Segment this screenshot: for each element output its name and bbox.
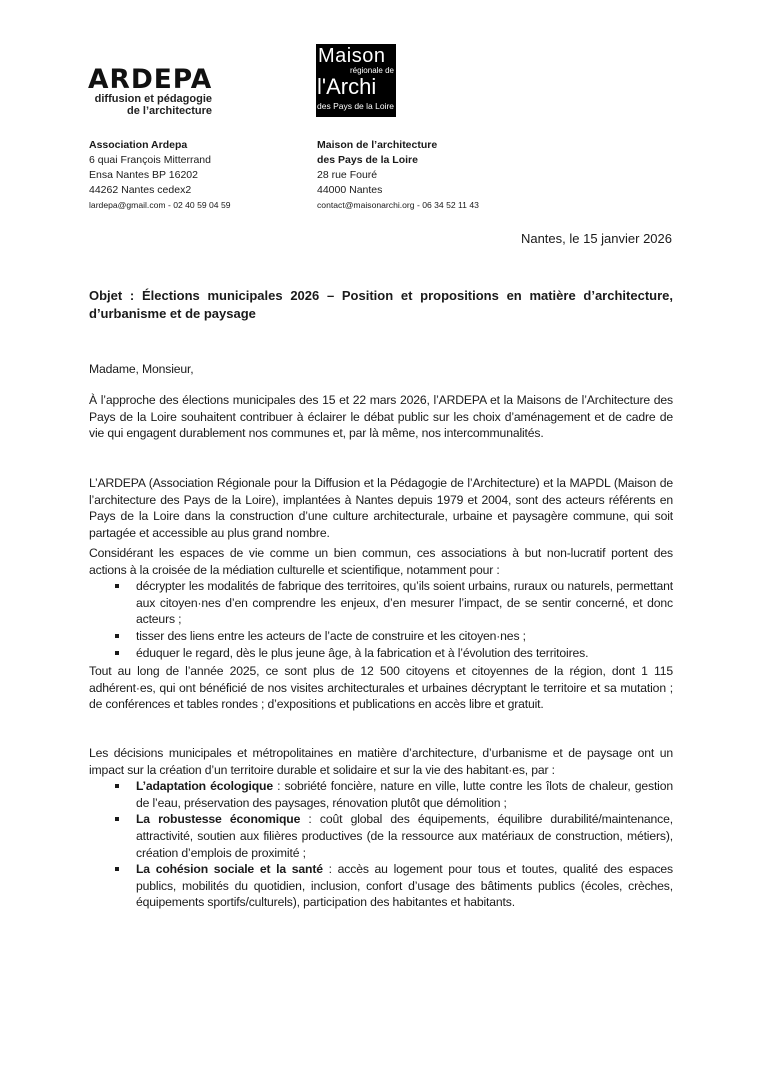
list-item <box>89 811 673 861</box>
list-item <box>89 861 673 911</box>
sender-address-line: Ensa Nantes BP 16202 <box>89 169 198 181</box>
list-item-text: : accès au logement pour tous et toutes, qualité des espaces publics, mobilités du quotidien, inclusion, confort d’usage des bâtiments publics (écoles, crèches, équipements sportifs/culturels), participation des habitantes et habitants. <box>136 862 674 910</box>
bullet-square-icon <box>115 867 119 871</box>
letter-subject: Objet : Élections municipales 2026 – Position et propositions en matière d’architecture, d’urbanisme et de paysage <box>89 288 673 321</box>
list-item-text: décrypter les modalités de fabrique des territoires, qu’ils soient urbains, ruraux ou naturels, permettant aux citoyen·nes d’en comprendre les enjeux, d’en mesurer l’impact, de se sentir concerné, et donc acteurs ; <box>136 579 673 627</box>
ardepa-logo-tagline-2: de l’architecture <box>127 105 212 117</box>
maison-logo-line-2: régionale de <box>349 66 394 75</box>
maison-logo-line-3: l'Archi <box>317 74 377 99</box>
ardepa-logo-wordmark: ARDEPA <box>88 64 213 95</box>
list-item-text: : coût global des équipements, équilibre durabilité/maintenance, attractivité, soutien aux filières productives (de la ressource aux matériaux de construction, métiers), création d’emplois de proximité ; <box>136 812 673 860</box>
decisions-list <box>89 778 673 911</box>
bullet-square-icon <box>115 817 119 821</box>
paragraph-2025-results: Tout au long de l’année 2025, ce sont plus de 12 500 citoyens et citoyennes de la région, dont 1 115 adhérent·es, qui ont bénéficié de nos visites architecturales et urbaines décryptant le territoire et sa mutation ; de conférences et tables rondes ; d’expositions et publications en accès libre et gratuit. <box>89 664 673 712</box>
list-item-text: tisser des liens entre les acteurs de l’acte de construire et les citoyen·nes ; <box>136 628 526 643</box>
bullet-square-icon <box>115 784 119 788</box>
paragraph-intro: À l’approche des élections municipales des 15 et 22 mars 2026, l’ARDEPA et la Maisons de l’Architecture des Pays de la Loire souhaitent contribuer à éclairer le débat public sur les choix d’aménagement et de cadre de vie qui engagent durablement nos communes et, par là même, nos intercommunalités. <box>89 393 673 441</box>
paragraph-decisions-intro: Les décisions municipales et métropolitaines en matière d’architecture, d’urbanisme et de paysage ont un impact sur la création d’un territoire durable et solidaire et sur la vie des habitant·es, par : <box>89 746 673 777</box>
sender-name: Association Ardepa <box>89 139 188 151</box>
bullet-square-icon <box>115 634 119 638</box>
list-item-text: : sobriété foncière, nature en ville, lutte contre les îlots de chaleur, gestion de l’eau, préservation des paysages, rénovation plutôt que démolition ; <box>136 779 673 810</box>
sender-address-line: 28 rue Fouré <box>317 169 378 181</box>
maison-logo-line-4: des Pays de la Loire <box>317 101 395 111</box>
paragraph-actions-intro: Considérant les espaces de vie comme un bien commun, ces associations à but non-lucratif portent des actions à la croisée de la médiation culturelle et scientifique, notamment pour : <box>89 546 673 577</box>
maison-archi-logo <box>316 44 396 117</box>
actions-list <box>89 578 673 661</box>
list-item-title: L’adaptation écologique <box>136 779 273 794</box>
salutation: Madame, Monsieur, <box>89 362 194 376</box>
bullet-square-icon <box>115 651 119 655</box>
list-item <box>89 778 673 811</box>
sender-address-ardepa <box>89 138 231 213</box>
maison-logo-line-1: Maison <box>318 45 386 67</box>
list-item-text: éduquer le regard, dès le plus jeune âge, à la fabrication et à l’évolution des territoires. <box>136 645 589 660</box>
sender-address-line: 44262 Nantes cedex2 <box>89 184 192 196</box>
sender-name: des Pays de la Loire <box>317 154 418 166</box>
list-item <box>89 645 673 662</box>
paragraph-associations: L’ARDEPA (Association Régionale pour la Diffusion et la Pédagogie de l’Architecture) et la MAPDL (Maison de l’architecture des Pays de la Loire), implantées à Nantes depuis 1979 et 2004, sont des acteurs référents en Pays de la Loire dans la construction d’une culture architecturale, urbaine et paysagère commune, qui soit partagée et accessible au plus grand nombre. <box>89 476 673 540</box>
list-item <box>89 578 673 628</box>
paragraph-decisions <box>89 745 673 911</box>
sender-contact: contact@maisonarchi.org - 06 34 52 11 43 <box>317 200 479 210</box>
sender-address-line: 6 quai François Mitterrand <box>89 154 211 166</box>
paragraph-actions <box>89 545 673 661</box>
sender-contact: lardepa@gmail.com - 02 40 59 04 59 <box>89 200 231 210</box>
sender-address-maison <box>317 138 479 213</box>
bullet-square-icon <box>115 584 119 588</box>
ardepa-logo-tagline-1: diffusion et pédagogie <box>94 93 212 105</box>
ardepa-logo <box>88 66 218 122</box>
list-item <box>89 628 673 645</box>
list-item-title: La robustesse économique <box>136 812 301 827</box>
sender-address-line: 44000 Nantes <box>317 184 383 196</box>
date-line: Nantes, le 15 janvier 2026 <box>520 231 672 246</box>
list-item-title: La cohésion sociale et la santé <box>136 862 323 877</box>
sender-name: Maison de l’architecture <box>317 139 438 151</box>
